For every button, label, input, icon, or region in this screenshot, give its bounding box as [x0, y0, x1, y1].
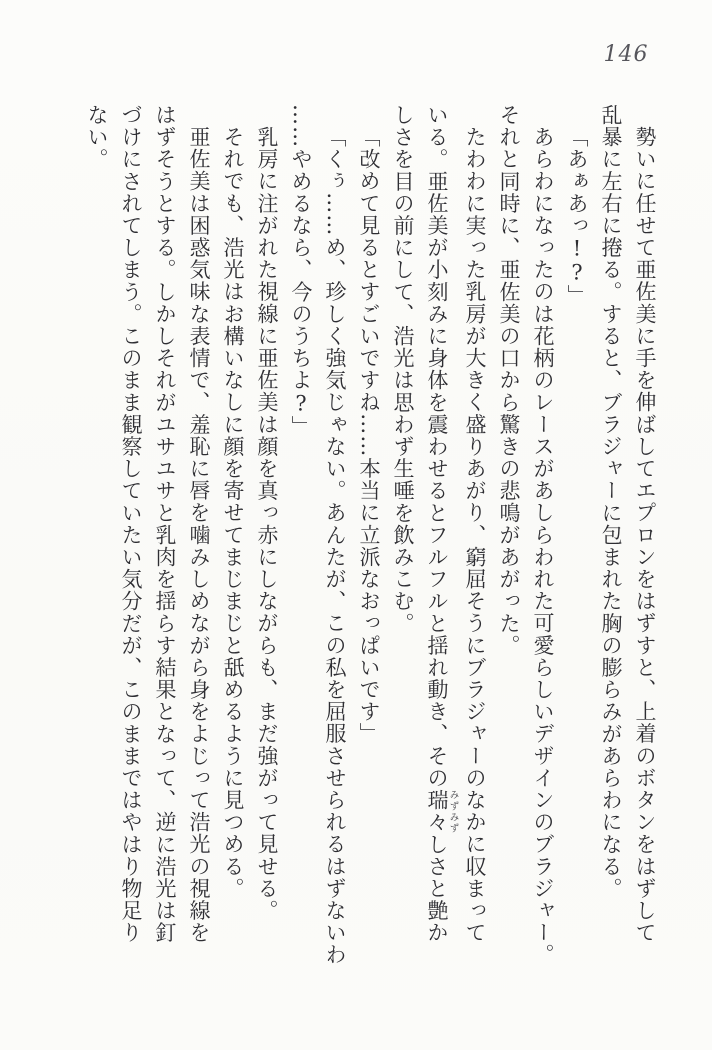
- upright-punctuation: ?: [289, 391, 313, 416]
- text-line: 亜佐美は困惑気味な表情で、羞恥に唇を噛みしめながら身をよじって浩光の視線を: [187, 126, 211, 944]
- text-line: あらわになったのは花柄のレースがあしらわれた可愛らしいデザインのブラジャー。: [531, 126, 555, 966]
- text-block: [80, 104, 662, 1004]
- text-line: ……やめるなら、今のうちよ?」: [289, 104, 313, 438]
- text-line: 「あぁあっ!?」: [565, 126, 589, 307]
- text-line: 勢いに任せて亜佐美に手を伸ばしてエプロンをはずすと、上着のボタンをはずして: [633, 126, 657, 944]
- text-line: いる。亜佐美が小刻みに身体を震わせるとフルフルと揺れ動き、その瑞々みずみずしさと艶か: [425, 104, 459, 944]
- text-line: 「くぅ……め、珍しく強気じゃない。あんたが、この私を屈服させられるはずないわ: [323, 126, 347, 966]
- upright-punctuation: !?: [565, 236, 589, 285]
- ruby-annotated-word: 瑞々みずみず: [425, 789, 459, 834]
- page-number: 146: [603, 42, 649, 67]
- text-line: 「改めて見るとすごいですね……本当に立派なおっぱいです」: [357, 126, 381, 745]
- text-line: 乱暴に左右に捲る。すると、ブラジャーに包まれた胸の膨らみがあらわになる。: [599, 104, 623, 900]
- text-line: はずそうとする。しかしそれがユサユサと乳肉を揺らす結果となって、逆に浩光は釘: [153, 104, 177, 944]
- text-line: づけにされてしまう。このまま観察していたい気分だが、このままではやはり物足り: [119, 104, 143, 944]
- text-line: それでも、浩光はお構いなしに顔を寄せてまじまじと舐めるように見つめる。: [221, 126, 245, 900]
- furigana: みずみず: [447, 789, 459, 834]
- text-line: それと同時に、亜佐美の口から驚きの悲鳴があがった。: [497, 104, 521, 657]
- text-line: たわわに実った乳房が大きく盛りあがり、窮屈そうにブラジャーのなかに収まって: [463, 126, 487, 944]
- text-line: ない。: [85, 104, 109, 171]
- text-line: しさを目の前にして、浩光は思わず生唾を飲みこむ。: [391, 104, 415, 635]
- text-line: 乳房に注がれた視線に亜佐美は顔を真っ赤にしながらも、まだ強がって見せる。: [255, 126, 279, 922]
